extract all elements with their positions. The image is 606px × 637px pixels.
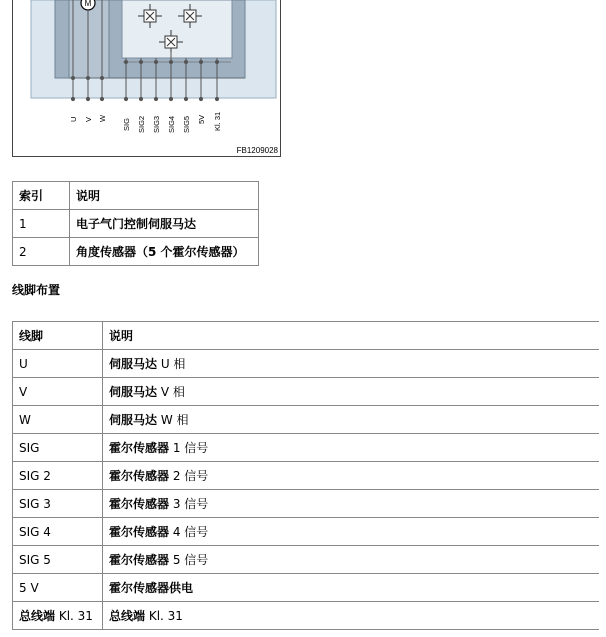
index-cell: 2 [13,238,70,266]
description-cell: 伺服马达 U 相 [103,350,600,378]
pin-cell: 5 V [13,574,103,602]
index-cell: 1 [13,210,70,238]
table-row [13,546,600,574]
pin-label-w: W [98,114,107,122]
description-cell: 霍尔传感器 3 信号 [103,490,600,518]
wiring-diagram [12,0,281,157]
wiring-diagram-svg [13,0,280,156]
description-cell: 霍尔传感器 1 信号 [103,434,600,462]
pin-cell: 总线端 Kl. 31 [13,602,103,630]
description-cell: 总线端 Kl. 31 [103,602,600,630]
pin-labels [69,112,222,133]
pins-table-header [13,322,600,350]
description-cell: 霍尔传感器 4 信号 [103,518,600,546]
pin-label-u: U [69,116,78,122]
table-row [13,434,600,462]
pin-label-sig: SIG [122,118,131,131]
pin-cell: SIG 3 [13,490,103,518]
pin-label-kl31: Kl. 31 [213,111,222,131]
description-cell: 角度传感器（5 个霍尔传感器） [70,238,259,266]
table-row [13,574,600,602]
sensor-box [122,0,232,58]
motor-block [69,0,109,78]
table-row [13,462,600,490]
pin-cell: SIG 4 [13,518,103,546]
pin-label-sig3: SIG3 [152,115,161,133]
pin-label-sig2: SIG2 [137,115,146,133]
pin-cell: U [13,350,103,378]
pins-header-description: 说明 [103,322,600,350]
pin-section-heading: 线脚布置 [12,283,61,297]
index-table [12,181,259,266]
index-table-header [13,182,259,210]
table-row [13,518,600,546]
table-row [13,490,600,518]
table-row [13,238,259,266]
pin-label-5v: 5V [197,114,206,124]
pin-cell: SIG [13,434,103,462]
description-cell: 霍尔传感器 2 信号 [103,462,600,490]
description-cell: 霍尔传感器 5 信号 [103,546,600,574]
pin-cell: W [13,406,103,434]
pin-label-v: V [84,116,93,122]
pins-table [12,321,599,630]
pin-cell: SIG 5 [13,546,103,574]
description-cell: 伺服马达 V 相 [103,378,600,406]
table-row [13,378,600,406]
figure-id: FB1209028 [236,146,278,155]
table-row [13,406,600,434]
description-cell: 霍尔传感器供电 [103,574,600,602]
table-row [13,350,600,378]
table-row [13,602,600,630]
table-row [13,210,259,238]
pins-header-pin: 线脚 [13,322,103,350]
pin-label-sig4: SIG4 [167,115,176,133]
index-header-index: 索引 [13,182,70,210]
description-cell: 电子气门控制伺服马达 [70,210,259,238]
motor-letter: M [84,0,92,8]
pin-cell: SIG 2 [13,462,103,490]
pin-cell: V [13,378,103,406]
description-cell: 伺服马达 W 相 [103,406,600,434]
index-header-description: 说明 [70,182,259,210]
pin-label-sig5: SIG5 [182,115,191,133]
